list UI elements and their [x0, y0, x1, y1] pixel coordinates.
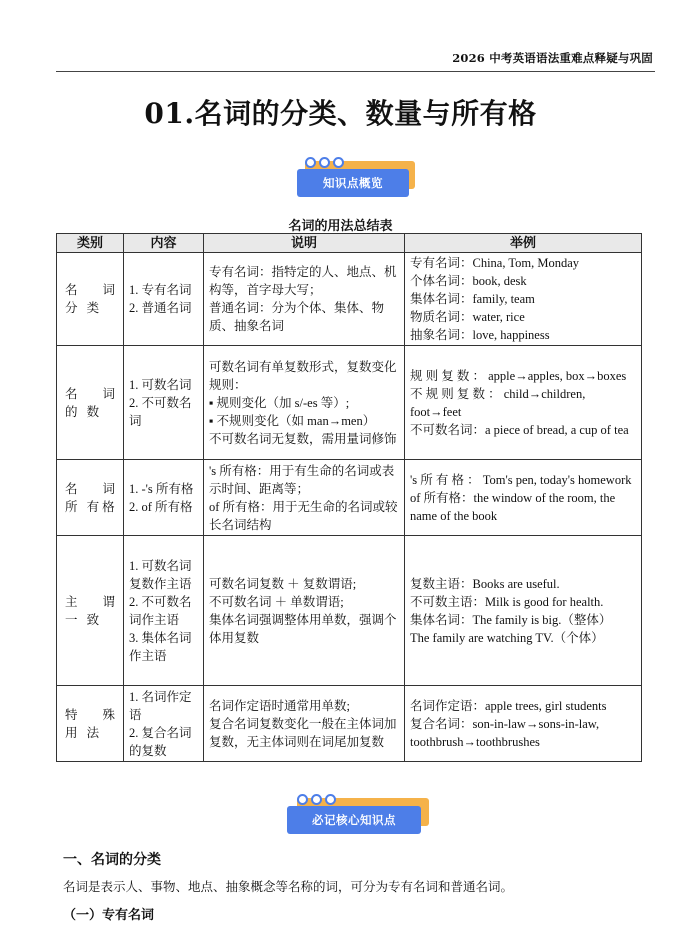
page-title: 01.名词的分类、数量与所有格 [144, 97, 537, 130]
examples-cell: 名词作定语：apple trees, girl students 复合名词：son-in-law→sons-in-law, toothbrush→toothbrushes [405, 686, 642, 762]
header-explanation: 说明 [204, 234, 405, 253]
explanation-cell: 's 所有格：用于有生命的名词或表示时间、距离等； of 所有格：用于无生命的名词或较长名词结构 [204, 460, 405, 536]
content-cell: 1. -'s 所有格 2. of 所有格 [124, 460, 204, 536]
table-row [57, 686, 642, 762]
header-rule [56, 71, 655, 72]
category-cell: 主 谓 一 致 [57, 536, 124, 686]
table-row [57, 253, 642, 346]
examples-cell: 规 则 复 数 ： apple→apples, box→boxes 不 规 则 复 数 ： child→children, foot→feet 不可数名词：a piece of bread, a cup of tea [405, 346, 642, 460]
header-content: 内容 [124, 234, 204, 253]
section-heading: 一、名词的分类 [63, 852, 161, 868]
content-cell: 1. 专有名词 2. 普通名词 [124, 253, 204, 346]
header-examples: 举例 [405, 234, 642, 253]
table-row [57, 536, 642, 686]
category-cell: 名 词 所 有格 [57, 460, 124, 536]
header-category: 类别 [57, 234, 124, 253]
subsection-heading: （一）专有名词 [63, 908, 155, 923]
badge-rings [297, 790, 339, 809]
examples-cell: 's 所 有 格 ： Tom's pen, today's homework of 所有格：the window of the room, the name of the book [405, 460, 642, 536]
table-header-row [57, 234, 642, 253]
category-cell: 特 殊 用 法 [57, 686, 124, 762]
table-row [57, 460, 642, 536]
badge-label: 知识点概览 [297, 169, 409, 197]
examples-cell: 专有名词：China, Tom, Monday 个体名词：book, desk 集体名词：family, team 物质名词：water, rice 抽象名词：love, happiness [405, 253, 642, 346]
explanation-cell: 可数名词复数 ＋ 复数谓语; 不可数名词 ＋ 单数谓语; 集体名词强调整体用单数，强调个体用复数 [204, 536, 405, 686]
content-cell: 1. 可数名词 2. 不可数名词 [124, 346, 204, 460]
table-row [57, 346, 642, 460]
explanation-cell: 可数名词有单复数形式，复数变化规则： ▪ 规则变化（加 s/-es 等）; ▪ 不规则变化（如 man→men） 不可数名词无复数，需用量词修饰 [204, 346, 405, 460]
examples-cell: 复数主语：Books are useful. 不可数主语：Milk is good for health. 集体名词：The family is big.（整体） The family are watching TV.（个体） [405, 536, 642, 686]
badge-rings [305, 153, 347, 172]
section-paragraph: 名词是表示人、事物、地点、抽象概念等名称的词，可分为专有名词和普通名词。 [63, 879, 514, 894]
running-header: 2026 中考英语语法重难点释疑与巩固 [452, 51, 653, 65]
core-knowledge-badge [285, 790, 435, 840]
content-cell: 1. 可数名词复数作主语 2. 不可数名词作主语 3. 集体名词作主语 [124, 536, 204, 686]
badge-label: 必记核心知识点 [287, 806, 421, 834]
table-caption: 名词的用法总结表 [288, 219, 393, 234]
explanation-cell: 专有名词：指特定的人、地点、机构等，首字母大写； 普通名词：分为个体、集体、物质、抽象名词 [204, 253, 405, 346]
overview-badge [295, 153, 420, 203]
explanation-cell: 名词作定语时通常用单数; 复合名词复数变化一般在主体词加复数，无主体词则在词尾加复数 [204, 686, 405, 762]
summary-table [56, 233, 642, 762]
category-cell: 名 词 的 数 [57, 346, 124, 460]
category-cell: 名 词 分 类 [57, 253, 124, 346]
content-cell: 1. 名词作定语 2. 复合名词的复数 [124, 686, 204, 762]
